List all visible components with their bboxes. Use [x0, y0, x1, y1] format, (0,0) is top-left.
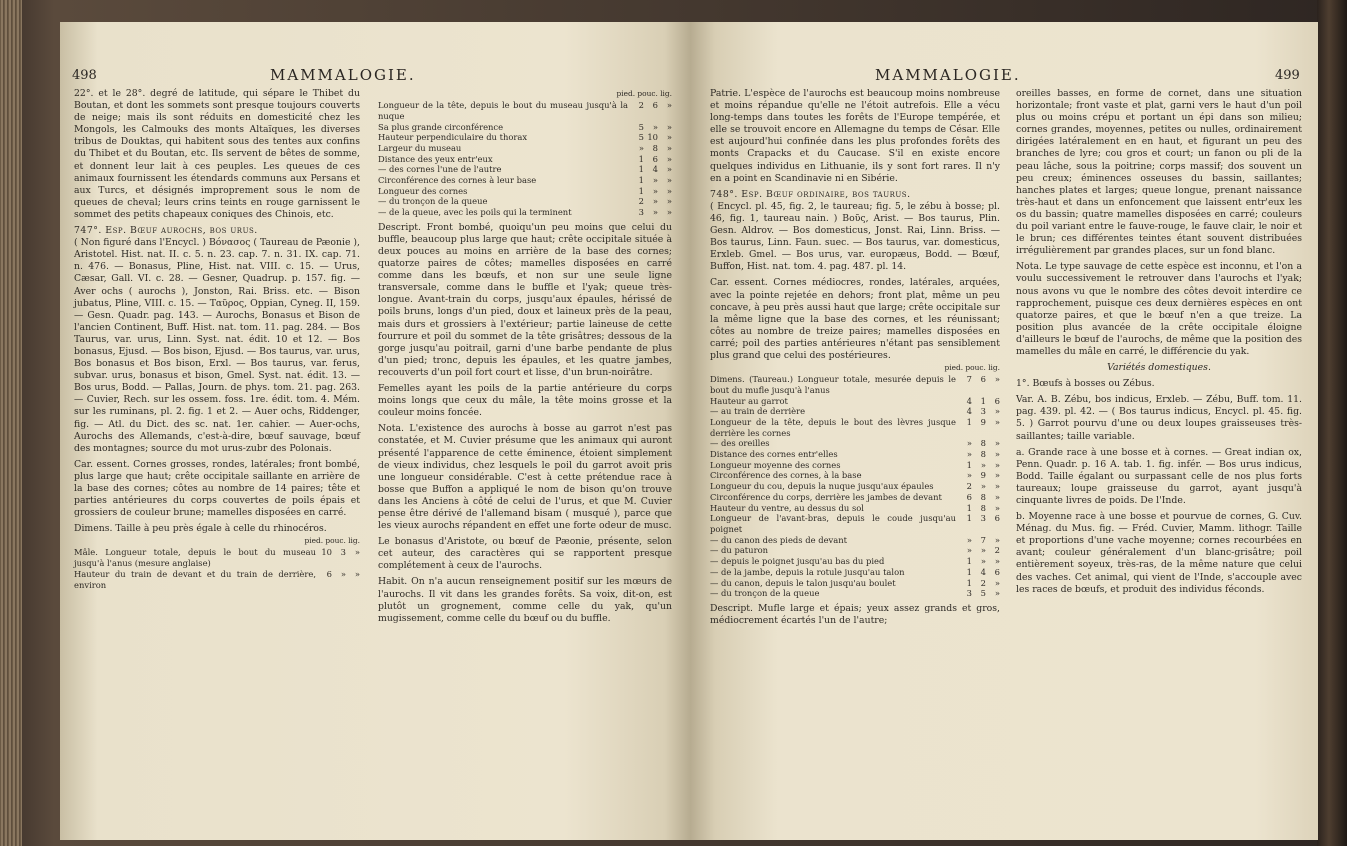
row-label: Distance des yeux entr'eux	[378, 153, 493, 164]
row-label: — des oreilles	[710, 438, 770, 449]
paragraph: ( Non figuré dans l'Encycl. ) Βόνασος ( Taureau de Pæonie ), Aristotel. Hist. nat. II. c. 5. n. 23. cap. 7. n. 31. IX. cap. 71. n. 476. — Bonasus, Pline, Hist. nat. VIII. c. 15. — Urus, Cæsar, Gall. VI. c. 28. — Gesner, Quadrup. p. 157. fig. — Aver ochs ( aurochs ), Jonston, Rai. Briss. etc. — Bison jubatus, Pline, VIII. c. 15. — Ταῦρος, Oppian, Cyneg. II, 159. — Gesn. Quadr. pag. 143. — Aurochs, Bonasus et Bison de l'ancien Continent, Buff. Hist. nat. tom. 11. pag. 284. — Bos Taurus, var. urus, Linn. Syst. nat. édit. 10 et 12. — Bos bonasus, Ejusd. — Bos bison, Ejusd. — Bos taurus, var. urus, Bos bonasus et Bos bison, Erxl. — Bos taurus, var. ferus, subvar. urus, bonasus et bison, Gmel. Syst. nat. édit. 13. — Bos urus, Bodd. — Pallas, Journ. de phys. tom. 21. pag. 263. — Cuvier, Rech. sur les ossem. foss. 1re. édit. tom. 4. Mém. sur les ruminans, pl. 2. fig. 1 et 2. — Auer ochs, Riddenger, fig. — Atl. du Dict. des sc. nat. 1er. cahier. — Auer-ochs, Aurochs des Allemands, c'est-à-dire, bœuf sauvage, bœuf des montagnes; source du mot urus-zubr des Polonais.	[74, 237, 361, 454]
cell-pouc: »	[980, 481, 986, 492]
cell-pouc: »	[652, 175, 658, 186]
cell-pouc: »	[652, 185, 658, 196]
cell-pied: »	[966, 545, 972, 556]
paragraph: Habit. On n'a aucun renseignement positif sur les mœurs de l'aurochs. Il vit dans les grandes forêts. Sa voix, dit-on, est plutôt un grognement, comme celle du yak, qu'un mugissement, comme celle du bœuf ou du buffle.	[378, 576, 672, 624]
page-edges-right	[1317, 0, 1347, 846]
cell-pied: 1	[638, 164, 644, 175]
cell-pied: 2	[638, 100, 644, 111]
table-row	[710, 406, 1000, 417]
row-label: Circonférence du corps, derrière les jambes de devant	[710, 491, 942, 502]
table-header: pied. pouc. lig.	[944, 363, 1000, 373]
table-row	[710, 503, 1000, 514]
cell-lig: »	[666, 196, 672, 207]
cell-pied: 4	[966, 406, 972, 417]
table-row	[378, 143, 672, 154]
table-row	[710, 535, 1000, 546]
row-label: Sa plus grande circonférence	[378, 121, 504, 132]
table-header: pied. pouc. lig.	[304, 536, 360, 546]
table-row	[710, 556, 1000, 567]
cell-pouc: 9	[980, 470, 986, 481]
cell-pouc: 9	[980, 416, 986, 427]
cell-pied: »	[966, 534, 972, 545]
cell-pied: 1	[966, 577, 972, 588]
cell-pied: 3	[966, 588, 972, 599]
cell-lig: »	[666, 132, 672, 143]
cell-pied: »	[966, 470, 972, 481]
cell-pouc: »	[652, 121, 658, 132]
row-label: Longueur des cornes	[378, 185, 468, 196]
row-label: — des cornes l'une de l'autre	[378, 164, 502, 175]
cell-lig: »	[994, 577, 1000, 588]
cell-pied: 6	[966, 491, 972, 502]
cell-pied: 1	[966, 502, 972, 513]
table-row	[378, 196, 672, 207]
cell-lig: 2	[994, 545, 1000, 556]
table-row	[378, 186, 672, 197]
cell-pied: »	[966, 438, 972, 449]
cell-pied: 4	[966, 395, 972, 406]
cell-lig: »	[666, 100, 672, 111]
cell-pied: 1	[966, 513, 972, 524]
cell-pouc: 7	[980, 534, 986, 545]
dimensions-table	[74, 547, 360, 590]
row-label: Circonférence des cornes à leur base	[378, 175, 537, 186]
cell-pied: 7	[966, 374, 972, 385]
paragraph: Var. A. B. Zébu, bos indicus, Erxleb. — Zébu, Buff. tom. 11. pag. 439. pl. 42. — ( Bos taurus indicus, Encycl. pl. 45. fig. 5. ) Garrot pourvu d'une ou deux loupes graisseuses très-saillantes; taille variable.	[1016, 394, 1302, 442]
paragraph: Descript. Front bombé, quoiqu'un peu moins que celui du buffle, beaucoup plus large que haut; crête occipitale située à deux pouces au moins en arrière de la base des cornes; quatorze paires de côtes; mamelles disposées en carré comme dans les bœufs, et non sur une seule ligne transversale, comme dans le buffle et l'yak; queue très-longue. Avant-train du corps, jusqu'aux épaules, hérissé de poils bruns, longs d'un pied, doux et laineux près de la peau, mais durs et grossiers à l'extérieur; partie laineuse de cette fourrure et poil du sommet de la tête grisâtres; dessous de la gorge jusqu'au poitrail, garni d'une barbe pendante de plus d'un pied; tronc, depuis les épaules, et les quatre jambes, recouverts d'un poil fort court et lisse, d'un brun-noirâtre.	[378, 221, 672, 378]
cell-lig: »	[666, 121, 672, 132]
table-row	[74, 547, 360, 568]
table-row	[378, 154, 672, 165]
cell-pouc: 4	[652, 164, 658, 175]
species-heading: 747°. Esp. Bœuf aurochs, bos urus.	[74, 225, 258, 237]
table-row	[710, 396, 1000, 407]
cell-pied: 1	[966, 459, 972, 470]
paragraph: 22°. et le 28°. degré de latitude, qui sépare le Thibet du Boutan, et dont les sommets sont presque toujours couverts de neige; mais ils sont réduits en domesticité chez les Mongols, les Calmouks des monts Altaïques, les diverses tribus de Douktas, qui habitent sous des tentes aux confins du Thibet et du Boutan, etc. Ils servent de bêtes de somme, et donnent leur lait à ces peuples. Les queues de ces animaux fournissent les étendards communs aux Persans et aux Turcs, et désignés improprement sous le nom de queues de cheval; leurs crins teints en rouge garnissent le sommet des petits chapeaux coniques des Chinois, etc.	[74, 88, 360, 220]
cell-lig: »	[666, 164, 672, 175]
right-column-2	[1016, 88, 1302, 596]
cell-pouc: 4	[980, 566, 986, 577]
cell-pouc: 6	[652, 153, 658, 164]
cell-lig: »	[994, 374, 1000, 385]
cell-lig: »	[666, 207, 672, 218]
cell-pouc: 1	[980, 395, 986, 406]
dimensions-table	[710, 374, 1000, 599]
table-row	[378, 175, 672, 186]
paragraph: a. Grande race à une bosse et à cornes. — Great indian ox, Penn. Quadr. p. 16 A. tab. 1. fig. infér. — Bos urus indicus, Bodd. Taille égalant ou surpassant celle de nos plus forts taureaux; loupe graisseuse du garrot, ayant jusqu'à cinquante livres de poids. De l'Inde.	[1016, 446, 1302, 506]
cell-lig: »	[994, 406, 1000, 417]
paragraph: Femelles ayant les poils de la partie antérieure du corps moins longs que ceux du mâle, la tête moins grosse et la couleur moins foncée.	[378, 383, 672, 419]
cell-pouc: 5	[980, 588, 986, 599]
running-head: MAMMALOGIE.	[875, 66, 1021, 84]
table-row	[710, 438, 1000, 449]
cell-lig: 6	[994, 566, 1000, 577]
cell-pied: 3	[638, 207, 644, 218]
table-row	[710, 481, 1000, 492]
cell-pouc: 8	[980, 449, 986, 460]
table-row	[710, 578, 1000, 589]
cell-pouc: 8	[652, 142, 658, 153]
table-row	[710, 374, 1000, 395]
cell-lig: »	[994, 481, 1000, 492]
cell-lig: »	[994, 449, 1000, 460]
cell-lig: »	[994, 438, 1000, 449]
cell-pied: 6	[326, 568, 332, 579]
cell-lig: »	[994, 502, 1000, 513]
cell-pied: 1	[966, 566, 972, 577]
cell-pied: 10	[321, 547, 332, 558]
table-row	[378, 100, 672, 121]
row-label: — au train de derrière	[710, 406, 806, 417]
cell-pouc: »	[652, 207, 658, 218]
cell-pouc: 8	[980, 502, 986, 513]
table-row	[74, 569, 360, 590]
cell-pouc: 3	[980, 406, 986, 417]
cell-pouc: 3	[340, 547, 346, 558]
cell-pouc: »	[652, 196, 658, 207]
table-row	[710, 470, 1000, 481]
row-label: — du tronçon de la queue	[378, 196, 488, 207]
table-header: pied. pouc. lig.	[616, 89, 672, 98]
table-row	[710, 567, 1000, 578]
left-column-2	[378, 88, 672, 625]
cell-lig: 6	[994, 395, 1000, 406]
cell-lig: »	[666, 185, 672, 196]
cell-pied: 1	[638, 185, 644, 196]
dimensions-table	[378, 100, 672, 218]
cell-pouc: »	[980, 459, 986, 470]
table-row	[710, 417, 1000, 438]
table-row	[710, 492, 1000, 503]
cell-pouc: 3	[980, 513, 986, 524]
row-label: — depuis le poignet jusqu'au bas du pied	[710, 556, 885, 567]
cell-pied: 5	[638, 121, 644, 132]
right-column-1	[710, 88, 1000, 627]
cell-pouc: 2	[980, 577, 986, 588]
row-label: Dimens. (Taureau.) Longueur totale, mesurée depuis le bout du mufle jusqu'à l'anus	[710, 374, 956, 395]
row-label: — du tronçon de la queue	[710, 588, 820, 599]
page-number: 498	[72, 68, 97, 83]
row-label: Hauteur au garrot	[710, 395, 788, 406]
table-row	[378, 207, 672, 218]
cell-pied: 2	[638, 196, 644, 207]
left-column-1	[74, 88, 360, 590]
section-heading: Variétés domestiques.	[1107, 362, 1211, 374]
paragraph: oreilles basses, en forme de cornet, dans une situation horizontale; front vaste et plat, garni vers le haut d'un poil plus ou moins crépu et portant un épi dans son milieu; cornes grandes, moyennes, petites ou nulles, ordinairement dirigées latéralement en en haut, et figurant un peu des branches de lyre; cou gros et court; un fanon ou pli de la peau lâche, sous la poitrine; corps massif; dos souvent un peu creux; éminences osseuses du bassin, saillantes; hanches plates et larges; queue longue, prenant naissance très-haut et dans un enfoncement que laissent entr'eux les os du bassin; quatre mamelles disposées en carré; couleurs du poil variant entre le fauve-rouge, le fauve clair, le noir et le brun; ces différentes teintes étant souvent distribuées irrégulièrement par grandes places, sur un fond blanc.	[1016, 88, 1302, 257]
cell-pied: 1	[638, 153, 644, 164]
cell-pouc: »	[980, 545, 986, 556]
cell-pied: »	[966, 449, 972, 460]
cell-lig: »	[666, 153, 672, 164]
row-label: Distance des cornes entr'elles	[710, 449, 838, 460]
cell-pouc: »	[340, 568, 346, 579]
cell-pied: 1	[638, 175, 644, 186]
row-label: — de la queue, avec les poils qui la terminent	[378, 207, 572, 218]
row-label: — du paturon	[710, 545, 769, 556]
paragraph: b. Moyenne race à une bosse et pourvue de cornes, G. Cuv. Ménag. du Mus. fig. — Fréd. Cuvier, Mamm. lithogr. Taille et proportions d'une vache moyenne; cornes recourbées en avant; couleur généralement d'un blanc-grisâtre; poil entièrement soyeux, très-ras, de la même nature que celui des vaches. Cet animal, qui vient de l'Inde, s'accouple avec les races de bœufs, et produit des individus féconds.	[1016, 511, 1302, 595]
paragraph: 1°. Bœufs à bosses ou Zébus.	[1016, 378, 1155, 390]
cell-lig: »	[666, 142, 672, 153]
cell-lig: »	[994, 534, 1000, 545]
cell-pouc: 8	[980, 438, 986, 449]
right-page	[690, 22, 1318, 840]
paragraph: Patrie. L'espèce de l'aurochs est beaucoup moins nombreuse et moins répandue qu'elle ne l'étoit autrefois. Elle a vécu long-temps dans toutes les forêts de l'Europe tempérée, et elle se trouvoit encore en Allemagne du temps de César. Elle est aujourd'hui confinée dans les plus profondes forêts des monts Crapacks et du Caucase. S'il en existe encore quelques individus en Lithuanie, ils y sont fort rares. Il n'y en a point en Scandinavie ni en Sibérie.	[710, 88, 1000, 184]
cell-pied: 1	[966, 556, 972, 567]
paragraph: Le bonasus d'Aristote, ou bœuf de Pæonie, présente, selon cet auteur, des caractères qui se rapportent presque complétement à ceux de l'aurochs.	[378, 536, 672, 572]
row-label: Hauteur du train de devant et du train de derrière, environ	[74, 568, 316, 590]
species-heading: 748°. Esp. Bœuf ordinaire, bos taurus.	[710, 188, 911, 200]
cell-pouc: 6	[980, 374, 986, 385]
page-edges-left	[0, 0, 22, 846]
table-row	[710, 449, 1000, 460]
row-label: — du canon, depuis le talon jusqu'au boulet	[710, 577, 896, 588]
row-label: Mâle. Longueur totale, depuis le bout du museau jusqu'à l'anus (mesure anglaise)	[74, 547, 316, 569]
cell-pouc: 8	[980, 491, 986, 502]
row-label: Longueur de la tête, depuis le bout des lèvres jusque derrière les cornes	[710, 416, 956, 438]
row-label: — du canon des pieds de devant	[710, 534, 848, 545]
cell-lig: »	[994, 459, 1000, 470]
running-head: MAMMALOGIE.	[270, 66, 416, 84]
paragraph: ( Encycl. pl. 45, fig. 2, le taureau; fig. 5, le zébu à bosse; pl. 46, fig. 1, taureau nain. ) Βοῦς, Arist. — Bos taurus, Plin. Gesn. Aldrov. — Bos domesticus, Jonst. Rai, Linn. Briss. — Bos taurus, Linn. Faun. suec. — Bos taurus, var. domesticus, Erxleb. Gmel. — Bos urus, var. europæus, Bodd. — Bœuf, Buffon, Hist. nat. tom. 4. pag. 487. pl. 14.	[710, 200, 1000, 273]
cell-lig: »	[354, 568, 360, 579]
table-row	[710, 460, 1000, 471]
row-label: Hauteur du ventre, au dessus du sol	[710, 502, 864, 513]
paragraph: Nota. L'existence des aurochs à bosse au garrot n'est pas constatée, et M. Cuvier présume que les animaux qui auront présenté l'apparence de cette éminence, étoient simplement de vieux individus, chez lesquels le poil du garrot avoit pris une longueur considérable. C'est à cette prétendue race à bosse que Buffon a appliqué le nom de bison qu'on trouve dans les Anciens à côté de celui de l'urus, et que M. Cuvier pense être dérivé de l'allemand bisam ( musqué ), parce que les vieux aurochs répandent en effet une forte odeur de musc.	[378, 423, 672, 532]
row-label: — de la jambe, depuis la rotule jusqu'au talon	[710, 566, 905, 577]
row-label: Longueur moyenne des cornes	[710, 459, 841, 470]
row-label: Circonférence des cornes, à la base	[710, 470, 862, 481]
paragraph: Nota. Le type sauvage de cette espèce est inconnu, et l'on a voulu successivement le retrouver dans l'aurochs et l'yak; nous avons vu que le nombre des côtes devoit interdire ce rapprochement, puisque ces deux dernières espèces en ont quatorze paires, et que le bœuf n'en a que treize. La position plus avancée de la crête occipitale éloigne d'ailleurs le bœuf de l'aurochs, de même que la position des mamelles du mâle en carré, le différencie du yak.	[1016, 261, 1302, 357]
row-label: Longueur de l'avant-bras, depuis le coude jusqu'au poignet	[710, 513, 956, 534]
row-label: Longueur de la tête, depuis le bout du museau jusqu'à la nuque	[378, 100, 628, 121]
cell-lig: »	[994, 470, 1000, 481]
cell-lig: »	[666, 175, 672, 186]
cell-lig: »	[994, 556, 1000, 567]
table-row	[710, 588, 1000, 599]
cell-pied: 1	[966, 416, 972, 427]
table-row	[710, 545, 1000, 556]
cell-pouc: »	[980, 556, 986, 567]
cell-lig: »	[994, 588, 1000, 599]
row-label: Hauteur perpendiculaire du thorax	[378, 132, 528, 143]
table-row	[378, 132, 672, 143]
row-label: Largeur du museau	[378, 142, 462, 153]
paragraph: Dimens. Taille à peu près égale à celle du rhinocéros.	[74, 523, 327, 535]
table-row	[378, 164, 672, 175]
paragraph: Car. essent. Cornes grosses, rondes, latérales; front bombé, plus large que haut; crête occipitale saillante en arrière de la base des cornes; côtes au nombre de 14 paires; tête et parties antérieures du corps couvertes de poils épais et grossiers de couleur brune; mamelles disposées en carré.	[74, 458, 360, 519]
cell-lig: »	[994, 491, 1000, 502]
paragraph: Car. essent. Cornes médiocres, rondes, latérales, arquées, avec la pointe rejetée en dehors; front plat, même un peu concave, à peu près aussi haut que large; crête occipitale sur la même ligne que la base des cornes, et les réunissant; côtes au nombre de treize paires; mamelles disposées en carré; poil des parties antérieures n'étant pas sensiblement plus grand que celui des postérieures.	[710, 277, 1000, 361]
cell-lig: 6	[994, 513, 1000, 524]
table-row	[710, 513, 1000, 534]
cell-pied: 2	[966, 481, 972, 492]
paragraph: Descript. Mufle large et épais; yeux assez grands et gros, médiocrement écartés l'un de l'autre;	[710, 602, 1000, 627]
cell-pied: 5	[638, 132, 644, 143]
cell-pouc: 10	[647, 132, 658, 143]
row-label: Longueur du cou, depuis la nuque jusqu'aux épaules	[710, 481, 934, 492]
table-row	[378, 122, 672, 133]
cell-lig: »	[994, 416, 1000, 427]
cell-pied: »	[638, 142, 644, 153]
cell-pouc: 6	[652, 100, 658, 111]
left-page	[60, 22, 690, 840]
page-number: 499	[1275, 68, 1300, 83]
cell-lig: »	[354, 547, 360, 558]
